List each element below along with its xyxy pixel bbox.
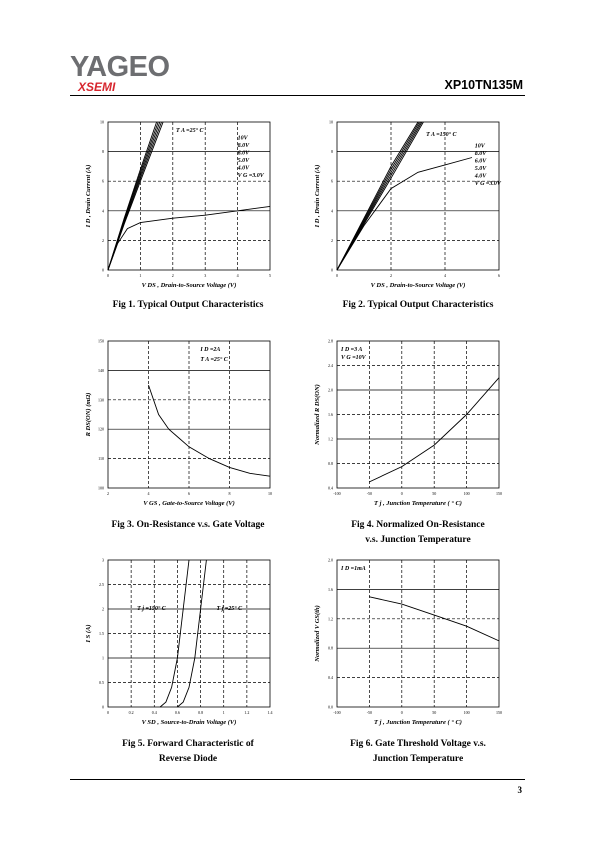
y-tick-label: 150 bbox=[98, 338, 104, 344]
x-tick-label: 0.4 bbox=[151, 710, 157, 715]
y-tick-label: 1.5 bbox=[99, 631, 104, 636]
plot-frame bbox=[337, 560, 499, 707]
y-tick-label: 140 bbox=[98, 367, 104, 373]
x-axis-label: T j , Junction Temperature ( ° C) bbox=[374, 500, 462, 507]
series-line bbox=[149, 385, 271, 476]
x-tick-label: -100 bbox=[333, 491, 341, 496]
chart-annotation: 4.0V bbox=[237, 165, 250, 172]
chart-annotation: 6.0V bbox=[237, 150, 250, 157]
footer-divider bbox=[70, 779, 525, 780]
y-tick-label: 10 bbox=[329, 119, 333, 125]
y-tick-label: 0.5 bbox=[99, 680, 104, 685]
figure-caption bbox=[318, 737, 518, 767]
figure-caption bbox=[318, 298, 518, 313]
chart-1 bbox=[78, 112, 280, 300]
y-tick-label: 3 bbox=[102, 557, 104, 563]
y-axis-label: Normalized R DS(ON) bbox=[314, 384, 321, 445]
y-tick-label: 2.8 bbox=[328, 338, 333, 344]
x-tick-label: 2 bbox=[390, 273, 392, 278]
y-tick-label: 1 bbox=[102, 655, 104, 661]
y-axis-label: I D , Drain Current (A) bbox=[314, 164, 321, 228]
figure-4 bbox=[307, 331, 509, 523]
yageo-logo bbox=[70, 52, 170, 94]
chart-annotation: T A =25° C bbox=[200, 357, 228, 363]
chart-annotation: T A =150° C bbox=[426, 132, 457, 138]
chart-3 bbox=[78, 331, 280, 518]
x-tick-label: 6 bbox=[188, 491, 190, 496]
logo-subtext: XSEMI bbox=[78, 80, 116, 94]
series-line bbox=[177, 560, 206, 707]
y-tick-label: 8 bbox=[331, 149, 333, 155]
chart-annotation: 10V bbox=[237, 135, 248, 142]
x-tick-label: 50 bbox=[432, 491, 437, 496]
x-tick-label: -50 bbox=[366, 710, 373, 715]
plot-area bbox=[85, 558, 273, 727]
y-tick-label: 1.6 bbox=[328, 412, 333, 417]
plot-area bbox=[85, 339, 272, 508]
page-number: 3 bbox=[517, 785, 522, 795]
x-tick-label: 1.4 bbox=[267, 710, 273, 715]
x-tick-label: 100 bbox=[463, 491, 470, 496]
plot-area bbox=[85, 120, 271, 290]
chart-annotation: I D =2A bbox=[200, 347, 221, 353]
x-tick-label: 0 bbox=[107, 710, 109, 715]
y-tick-label: 2.5 bbox=[99, 582, 104, 587]
caption-line: Fig 5. Forward Characteristic of bbox=[122, 739, 254, 749]
plot-area bbox=[314, 339, 502, 508]
x-tick-label: 50 bbox=[432, 710, 437, 715]
caption-line: v.s. Junction Temperature bbox=[365, 535, 471, 545]
x-axis-label: V DS , Drain-to-Source Voltage (V) bbox=[141, 282, 237, 289]
part-number: XP10TN135M bbox=[444, 78, 523, 92]
y-tick-label: 100 bbox=[98, 485, 104, 491]
y-tick-label: 4 bbox=[102, 208, 104, 214]
caption-line: Junction Temperature bbox=[372, 754, 464, 764]
figure-caption bbox=[88, 298, 288, 313]
x-tick-label: 4 bbox=[147, 491, 150, 496]
y-tick-label: 1.2 bbox=[328, 616, 333, 622]
y-tick-label: 2 bbox=[331, 237, 333, 243]
x-axis-label: T j , Junction Temperature ( ° C) bbox=[374, 719, 462, 726]
y-tick-label: 2 bbox=[102, 237, 104, 243]
figure-2 bbox=[307, 112, 509, 305]
x-tick-label: -100 bbox=[333, 710, 341, 715]
x-tick-label: 0.6 bbox=[174, 710, 180, 715]
x-axis-label: V GS , Gate-to-Source Voltage (V) bbox=[143, 500, 235, 507]
chart-annotation: V G =3.0V bbox=[474, 181, 501, 187]
chart-annotation: 4.0V bbox=[474, 173, 487, 180]
chart-annotation: V G =3.0V bbox=[237, 173, 264, 179]
y-tick-label: 2.4 bbox=[328, 363, 333, 368]
x-tick-label: 1.2 bbox=[244, 710, 250, 715]
y-tick-label: 120 bbox=[98, 426, 104, 432]
y-tick-label: 6 bbox=[102, 178, 104, 184]
caption-line: Fig 1. Typical Output Characteristics bbox=[112, 300, 264, 310]
y-tick-label: 0 bbox=[102, 267, 104, 273]
chart-annotation: T j =150° C bbox=[137, 605, 166, 612]
y-tick-label: 0.8 bbox=[328, 461, 333, 466]
x-axis-label: V DS , Drain-to-Source Voltage (V) bbox=[370, 282, 466, 289]
x-tick-label: 2 bbox=[107, 491, 109, 496]
x-axis-label: V SD , Source-to-Drain Voltage (V) bbox=[141, 719, 237, 726]
y-tick-label: 0.4 bbox=[328, 675, 333, 681]
plot-area bbox=[314, 558, 502, 727]
caption-line: Fig 4. Normalized On-Resistance bbox=[351, 520, 485, 530]
x-tick-label: 1 bbox=[222, 710, 225, 715]
y-tick-label: 2.0 bbox=[328, 557, 333, 563]
x-tick-label: 4 bbox=[444, 273, 446, 278]
x-tick-label: 3 bbox=[204, 273, 207, 278]
x-tick-label: 0 bbox=[400, 491, 403, 496]
chart-annotation: V G =10V bbox=[341, 355, 366, 361]
series-line bbox=[108, 206, 270, 270]
x-tick-label: 0.8 bbox=[198, 710, 204, 715]
chart-annotation: 8.0V bbox=[474, 151, 487, 157]
x-tick-label: -50 bbox=[366, 491, 373, 496]
y-axis-label: I S (A) bbox=[85, 624, 92, 643]
series-line bbox=[337, 122, 423, 270]
y-axis-label: I D , Drain Current (A) bbox=[85, 164, 92, 228]
x-tick-label: 1 bbox=[139, 273, 142, 278]
caption-line: Fig 2. Typical Output Characteristics bbox=[342, 300, 494, 310]
x-tick-label: 2 bbox=[171, 273, 174, 278]
x-tick-label: 8 bbox=[228, 491, 231, 496]
y-tick-label: 8 bbox=[102, 149, 104, 155]
plot-area bbox=[314, 120, 502, 290]
figure-3 bbox=[78, 331, 280, 523]
logo-text: YAGEO bbox=[70, 51, 170, 83]
y-tick-label: 130 bbox=[98, 397, 104, 403]
y-tick-label: 1.2 bbox=[328, 436, 333, 442]
y-tick-label: 2.0 bbox=[328, 387, 333, 393]
y-tick-label: 1.6 bbox=[328, 586, 333, 592]
figure-caption bbox=[318, 518, 518, 548]
chart-2 bbox=[307, 112, 509, 300]
y-tick-label: 10 bbox=[100, 119, 104, 125]
figure-6 bbox=[307, 550, 509, 742]
x-tick-label: 5 bbox=[269, 273, 271, 278]
chart-annotation: 8.0V bbox=[237, 143, 250, 149]
chart-annotation: T A =25° C bbox=[176, 128, 204, 134]
y-tick-label: 0 bbox=[102, 704, 104, 710]
chart-annotation: T j =25° C bbox=[216, 605, 243, 612]
y-tick-label: 0.8 bbox=[328, 645, 333, 651]
x-tick-label: 0.2 bbox=[128, 710, 134, 715]
y-tick-label: 6 bbox=[331, 178, 333, 184]
figure-5 bbox=[78, 550, 280, 742]
x-tick-label: 10 bbox=[268, 491, 272, 496]
chart-annotation: I D =1mA bbox=[341, 566, 366, 572]
x-tick-label: 100 bbox=[463, 710, 470, 715]
chart-annotation: 5.0V bbox=[237, 158, 250, 164]
chart-4 bbox=[307, 331, 509, 518]
figure-1 bbox=[78, 112, 280, 305]
chart-6 bbox=[307, 550, 509, 737]
caption-line: Fig 3. On-Resistance v.s. Gate Voltage bbox=[111, 520, 265, 530]
chart-annotation: I D =3 A bbox=[341, 347, 363, 353]
y-tick-label: 0.0 bbox=[328, 704, 333, 710]
figure-caption bbox=[88, 737, 288, 767]
chart-annotation: 6.0V bbox=[474, 158, 487, 165]
chart-5 bbox=[78, 550, 280, 737]
chart-annotation: 10V bbox=[474, 143, 485, 150]
x-tick-label: 4 bbox=[236, 273, 239, 278]
caption-line: Reverse Diode bbox=[158, 754, 218, 764]
series-line bbox=[337, 158, 472, 271]
x-tick-label: 6 bbox=[498, 273, 500, 278]
x-tick-label: 150 bbox=[496, 491, 502, 496]
figure-caption bbox=[88, 518, 288, 533]
y-tick-label: 0.4 bbox=[328, 485, 333, 491]
x-tick-label: 0 bbox=[400, 710, 403, 715]
chart-annotation: 5.0V bbox=[474, 166, 487, 172]
header-divider bbox=[70, 95, 525, 96]
y-tick-label: 2 bbox=[102, 606, 104, 612]
y-axis-label: Normalized V GS(th) bbox=[314, 605, 321, 662]
y-tick-label: 0 bbox=[331, 267, 333, 273]
y-tick-label: 4 bbox=[331, 208, 333, 214]
caption-line: Fig 6. Gate Threshold Voltage v.s. bbox=[350, 739, 486, 749]
x-tick-label: 0 bbox=[336, 273, 338, 278]
y-axis-label: R DS(ON) (mΩ) bbox=[85, 392, 92, 437]
y-tick-label: 110 bbox=[98, 456, 104, 462]
x-tick-label: 150 bbox=[496, 710, 502, 715]
x-tick-label: 0 bbox=[107, 273, 109, 278]
